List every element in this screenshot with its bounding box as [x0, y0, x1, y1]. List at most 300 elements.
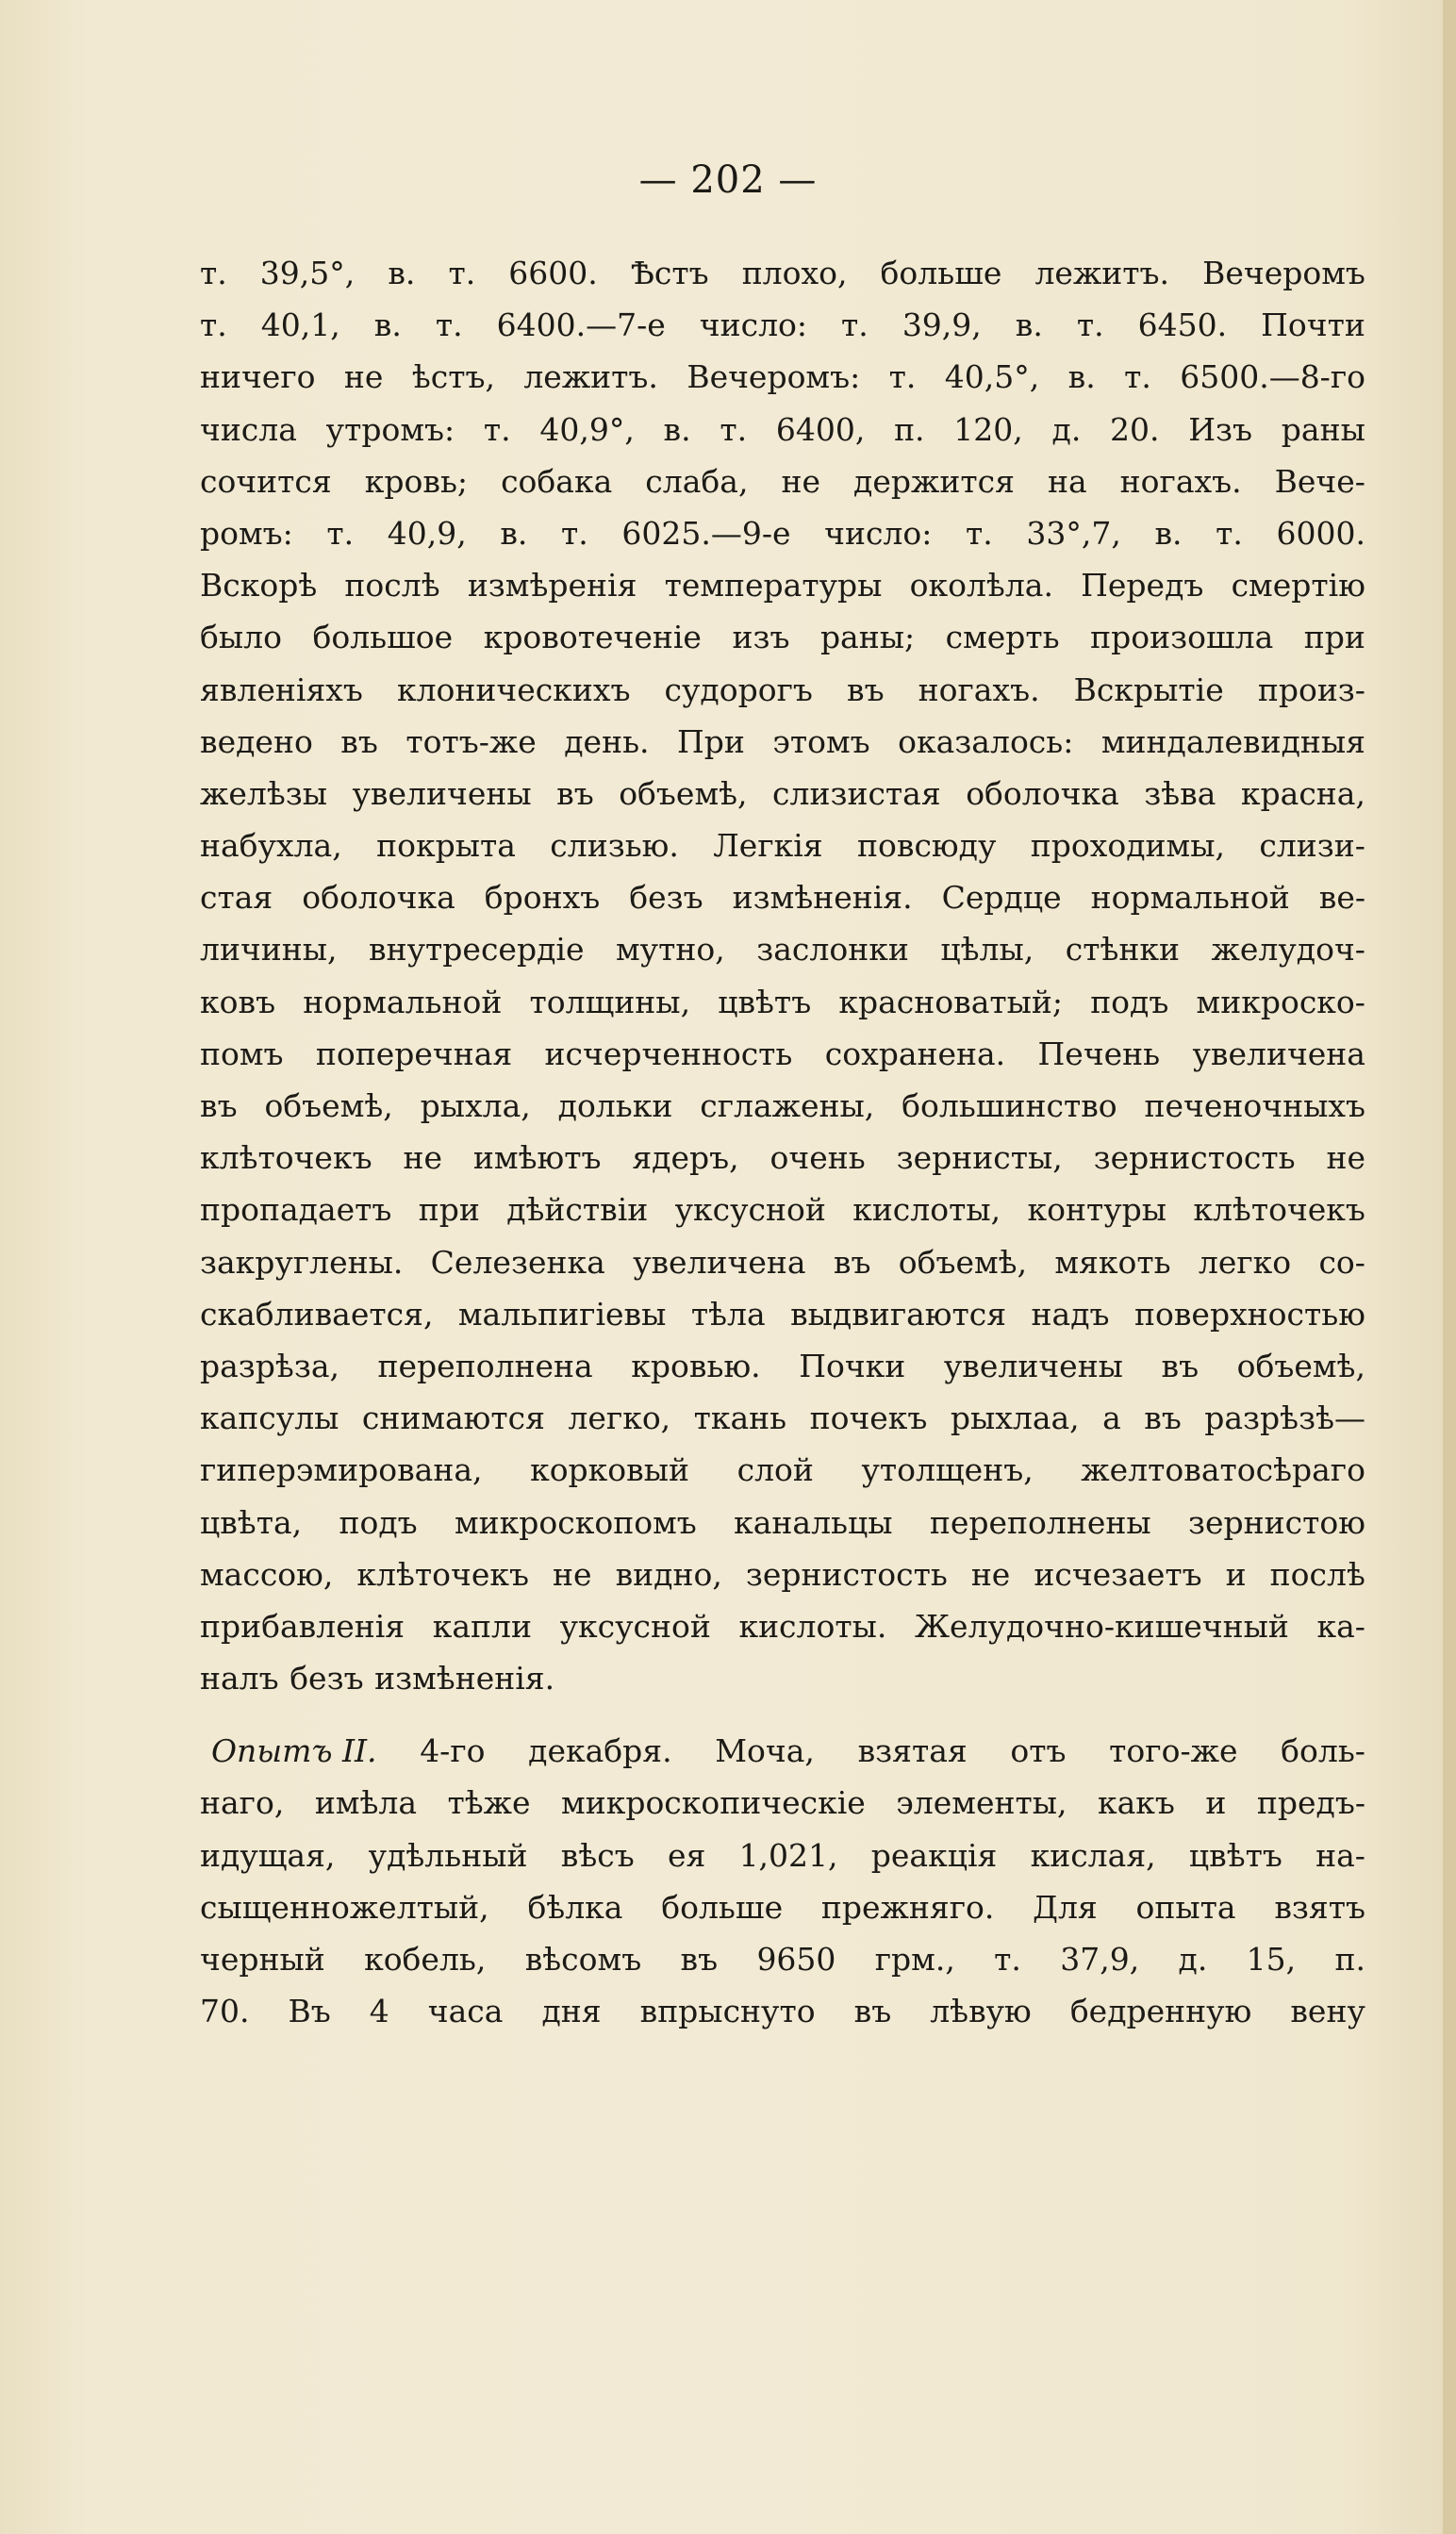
word: плохо, [741, 255, 848, 291]
word: зернистость [1093, 1139, 1296, 1177]
word: большинство [902, 1087, 1117, 1124]
word: Вскорѣ [200, 567, 318, 605]
word: сглажены, [700, 1087, 875, 1124]
word: скабливается, [200, 1295, 434, 1333]
word: измѣненія. [374, 1660, 555, 1698]
word: пропадаетъ [200, 1191, 392, 1229]
word: изъ [732, 619, 790, 656]
text-line [200, 1652, 1365, 1704]
word: т. [888, 358, 917, 396]
word: в. [1154, 514, 1183, 552]
word: т. [966, 514, 993, 552]
word: сыщенножелтый, [200, 1888, 489, 1926]
word: 9650 [756, 1941, 836, 1978]
word: стѣнки [1065, 931, 1180, 969]
word: и [1205, 1784, 1227, 1822]
word: т. [483, 410, 511, 448]
text-line [200, 1777, 1365, 1829]
word: часа [427, 1993, 504, 2030]
word: очень [769, 1139, 866, 1177]
word: Ѣстъ [630, 255, 709, 291]
word: оболочка [302, 879, 455, 917]
word: исчерченность [544, 1035, 793, 1072]
word: п. [1334, 1941, 1365, 1978]
word: микроскопомъ [455, 1503, 697, 1541]
word: боль- [1281, 1732, 1365, 1770]
word: измѣненія. [732, 879, 913, 917]
word: ногахъ. [918, 671, 1040, 708]
word: идущая, [200, 1836, 336, 1874]
word: утромъ: [325, 410, 455, 448]
word: ѣстъ, [411, 358, 495, 396]
word: т. [1124, 358, 1151, 396]
word: 37,9, [1060, 1941, 1140, 1978]
word: ве- [1318, 879, 1365, 917]
text-line [200, 404, 1365, 455]
word: въ [200, 1087, 238, 1124]
word: легко [1198, 1243, 1292, 1281]
word: почекъ [809, 1399, 928, 1437]
word: на- [1315, 1836, 1365, 1874]
word: цвѣтъ [1188, 1836, 1282, 1874]
experiment-heading: Опытъ II. [211, 1732, 377, 1770]
word: бронхъ [484, 879, 601, 917]
text-line [200, 1080, 1365, 1132]
word: число: [824, 514, 933, 552]
word: день. [564, 722, 650, 760]
word: объемѣ, [619, 774, 748, 812]
word: не [553, 1555, 592, 1593]
word: дольки [557, 1087, 673, 1124]
word: кровотеченіе [483, 619, 702, 656]
word: имѣла [314, 1784, 418, 1822]
word: поверхностью [1133, 1295, 1365, 1333]
word: раны [1281, 410, 1365, 448]
word: снимаются [361, 1399, 545, 1437]
word: желтоватосѣраго [1081, 1451, 1365, 1489]
word: печеночныхъ [1144, 1087, 1365, 1124]
word: заслонки [756, 931, 909, 969]
text-line [200, 1444, 1365, 1496]
word: большое [312, 619, 454, 656]
word: подъ [1090, 983, 1169, 1020]
word: въ [1161, 1347, 1200, 1384]
word: 15, [1246, 1941, 1297, 1978]
word: нормальной [303, 983, 503, 1020]
word: произошла [1090, 619, 1274, 656]
word: послѣ [344, 567, 440, 605]
word: на [1047, 462, 1087, 500]
word: 40,1, [260, 306, 340, 344]
word: в. [1015, 306, 1043, 344]
word: клѣточекъ [1193, 1191, 1365, 1229]
text-line [200, 664, 1365, 716]
word: и [1225, 1555, 1247, 1593]
text-line [200, 1600, 1365, 1652]
word: зернистою [1188, 1503, 1365, 1541]
word: утолщенъ, [861, 1451, 1034, 1489]
word: капли [432, 1607, 532, 1645]
word: 70. [200, 1993, 250, 2030]
word: вѣсъ [560, 1836, 635, 1874]
body-text [200, 247, 1365, 2037]
word: черный [200, 1941, 325, 1978]
word: вену [1290, 1993, 1365, 2030]
word: слизью. [550, 827, 679, 865]
word: впрыснуто [639, 1993, 816, 2030]
page-number: — 202 — [638, 158, 818, 202]
word: Вскрытіе [1073, 671, 1224, 708]
word: т. [200, 255, 227, 291]
word: лежитъ. [523, 358, 658, 396]
word: помъ [200, 1035, 284, 1072]
word: явленіяхъ [200, 671, 363, 708]
word: увеличена [1192, 1035, 1365, 1072]
text-line [200, 1132, 1365, 1184]
word: в. [663, 410, 691, 448]
word: послѣ [1269, 1555, 1365, 1593]
word: 6600. [508, 255, 598, 291]
word: Вечеромъ [1202, 255, 1365, 291]
text-line [200, 351, 1365, 403]
word: прибавленія [200, 1607, 405, 1645]
word: число: [699, 306, 808, 344]
word: толщины, [529, 983, 691, 1020]
word: дня [541, 1993, 602, 2030]
text-line [200, 611, 1365, 663]
word: Изъ [1188, 410, 1253, 448]
word: Печень [1037, 1035, 1161, 1072]
word: взятая [857, 1732, 968, 1770]
word: клѣточекъ [356, 1555, 530, 1593]
word: 39,9, [902, 306, 982, 344]
word: бѣлка [527, 1888, 623, 1926]
word: не [781, 462, 821, 500]
word: в. [388, 255, 416, 291]
text-line [200, 976, 1365, 1028]
word: переполнены [929, 1503, 1151, 1541]
word: больше [880, 255, 1002, 291]
text-line [200, 716, 1365, 768]
word: желѣзы [200, 774, 328, 812]
word: ка- [1316, 1607, 1365, 1645]
word: красноватый; [838, 983, 1064, 1020]
word: ромъ: [200, 514, 293, 552]
text-line [200, 1184, 1365, 1235]
word: Въ [288, 1993, 331, 2030]
paragraph-gap [200, 1704, 1365, 1725]
word: мякоть [1054, 1243, 1171, 1281]
word: повсюду [857, 827, 997, 865]
word: закруглены. [200, 1243, 404, 1281]
word: т. [994, 1941, 1021, 1978]
word: клѣточекъ [200, 1139, 372, 1177]
word: смертію [1231, 567, 1365, 605]
word: т. [200, 306, 227, 344]
text-line [200, 1497, 1365, 1549]
word: а [1102, 1399, 1121, 1437]
text-line [200, 1028, 1365, 1080]
word: разрѣзѣ— [1204, 1399, 1365, 1437]
word: декабря. [528, 1732, 672, 1770]
word: 6000. [1276, 514, 1365, 552]
word: объемѣ, [898, 1243, 1028, 1281]
word: Почти [1261, 306, 1365, 344]
word: какъ [1097, 1784, 1175, 1822]
word: собака [501, 462, 613, 500]
word: прежняго. [820, 1888, 995, 1926]
word: Желудочно-кишечный [914, 1607, 1289, 1645]
word: ничего [200, 358, 316, 396]
word: увеличены [352, 774, 532, 812]
word: бедренную [1069, 1993, 1252, 2030]
word: 6450. [1137, 306, 1228, 344]
word: оболочка [966, 774, 1119, 812]
word: температуры [664, 567, 883, 605]
word: оказалось: [898, 722, 1074, 760]
word: видно, [615, 1555, 722, 1593]
word: держится [853, 462, 1015, 500]
word: не [403, 1139, 443, 1177]
word: слой [736, 1451, 814, 1489]
word: 33°,7, [1026, 514, 1121, 552]
word: кровь; [364, 462, 469, 500]
text-line [200, 507, 1365, 559]
word: внутресердіе [369, 931, 585, 969]
word: при [418, 1191, 480, 1229]
word: измѣренія [467, 567, 637, 605]
word: 40,5°, [944, 358, 1040, 396]
word: Моча, [715, 1732, 815, 1770]
word: т. [720, 410, 748, 448]
word: взятъ [1274, 1888, 1365, 1926]
word: дѣйствіи [506, 1191, 649, 1229]
text-line [200, 1725, 1365, 1777]
page-edge [1443, 0, 1456, 2534]
text-line [200, 1340, 1365, 1392]
word: предъ- [1256, 1784, 1365, 1822]
text-line [200, 1881, 1365, 1933]
word: налъ [200, 1660, 279, 1698]
word: кобель, [364, 1941, 487, 1978]
text-line [200, 299, 1365, 351]
word: сочится [200, 462, 332, 500]
word: наго, [200, 1784, 285, 1822]
word: зернистость [745, 1555, 948, 1593]
word: ядеръ, [632, 1139, 739, 1177]
word: 6025.—9-е [621, 514, 791, 552]
text-line [200, 1549, 1365, 1600]
word: цѣлы, [940, 931, 1034, 969]
word: т. [326, 514, 355, 552]
word: в. [500, 514, 528, 552]
word: 6400.—7-е [496, 306, 666, 344]
word: элементы, [896, 1784, 1067, 1822]
word: грм., [874, 1941, 955, 1978]
word: раны; [819, 619, 916, 656]
word: слизистая [772, 774, 941, 812]
word: безъ [290, 1660, 364, 1698]
word: капсулы [200, 1399, 339, 1437]
word: 20. [1110, 410, 1160, 448]
word: миндалевидныя [1100, 722, 1365, 760]
word: было [200, 619, 282, 656]
word: кровью. [631, 1347, 761, 1384]
word: корковый [530, 1451, 690, 1489]
word: Селезенка [430, 1243, 605, 1281]
word: в. [1067, 358, 1096, 396]
word: больше [661, 1888, 784, 1926]
word: объемѣ, [1236, 1347, 1365, 1384]
word: проходимы, [1030, 827, 1225, 865]
word: исчезаетъ [1034, 1555, 1202, 1593]
word: переполнена [377, 1347, 593, 1384]
word: т. [1216, 514, 1243, 552]
word: кислая, [1030, 1836, 1156, 1874]
word: ея [667, 1836, 706, 1874]
text-line [200, 1392, 1365, 1444]
word: 4-го [420, 1732, 486, 1770]
word: ведено [200, 722, 313, 760]
word: Для [1033, 1888, 1098, 1926]
word: набухла, [200, 827, 342, 865]
word: легко, [568, 1399, 671, 1437]
word: 40,9°, [539, 410, 635, 448]
word: клоническихъ [396, 671, 631, 708]
word: разрѣза, [200, 1347, 339, 1384]
word: реакція [870, 1836, 998, 1874]
word: кислоты, [852, 1191, 1001, 1229]
word: удѣльный [368, 1836, 528, 1874]
word: гиперэмирована, [200, 1451, 483, 1489]
word: ногахъ. [1119, 462, 1242, 500]
word: при [1303, 619, 1365, 656]
word: безъ [629, 879, 703, 917]
word: произ- [1257, 671, 1365, 708]
word: слизи- [1259, 827, 1365, 865]
word: ткань [693, 1399, 787, 1437]
word: 40,9, [387, 514, 467, 552]
word: увеличена [633, 1243, 806, 1281]
word: опыта [1135, 1888, 1236, 1926]
word: д. [1051, 410, 1082, 448]
text-line [200, 923, 1365, 975]
word: кислоты. [738, 1607, 887, 1645]
word: не [343, 358, 384, 396]
word: мальпигіевы [457, 1295, 667, 1333]
word: рыхлаа, [950, 1399, 1080, 1437]
word: 39,5°, [259, 255, 356, 291]
word: Вечеромъ: [687, 358, 861, 396]
word: 120, [953, 410, 1023, 448]
word: этомъ [772, 722, 870, 760]
text-line [200, 455, 1365, 507]
word: числа [200, 410, 297, 448]
word: Сердце [941, 879, 1062, 917]
word: микроско- [1196, 983, 1365, 1020]
word: увеличены [943, 1347, 1123, 1384]
word: въ [556, 774, 594, 812]
word: контуры [1027, 1191, 1167, 1229]
word: Почки [799, 1347, 906, 1384]
word: т. [448, 255, 476, 291]
word: цвѣта, [200, 1503, 303, 1541]
word: имѣютъ [472, 1139, 602, 1177]
word: мутно, [616, 931, 725, 969]
word: массою, [200, 1555, 334, 1593]
word: въ [340, 722, 378, 760]
word: выдвигаются [790, 1295, 1007, 1333]
word: въ [846, 671, 885, 708]
word: д. [1178, 1941, 1208, 1978]
word: При [677, 722, 745, 760]
word: лежитъ. [1034, 255, 1170, 291]
text-line [200, 1985, 1365, 2037]
word: 4 [369, 1993, 389, 2030]
text-line [200, 1236, 1365, 1288]
word: 6400, [775, 410, 866, 448]
word: рыхла, [420, 1087, 531, 1124]
text-line [200, 1933, 1365, 1985]
word: въ [833, 1243, 871, 1281]
word: в. [373, 306, 402, 344]
word: тѣже [447, 1784, 531, 1822]
text-line [200, 820, 1365, 871]
word: въ [853, 1993, 892, 2030]
word: зѣва [1144, 774, 1216, 812]
word: не [1326, 1139, 1365, 1177]
text-line [200, 768, 1365, 820]
word: въ [680, 1941, 719, 1978]
word: т. [1076, 306, 1104, 344]
word: надъ [1031, 1295, 1110, 1333]
word: отъ [1010, 1732, 1067, 1770]
word: нормальной [1090, 879, 1290, 917]
text-line [200, 1830, 1365, 1881]
word: тѣла [690, 1295, 766, 1333]
word: уксусной [559, 1607, 711, 1645]
word: слаба, [645, 462, 749, 500]
word: со- [1318, 1243, 1365, 1281]
word: объемѣ, [264, 1087, 393, 1124]
text-line [200, 871, 1365, 923]
word: красна, [1240, 774, 1365, 812]
word: 6500.—8-го [1180, 358, 1365, 396]
word: т. [561, 514, 588, 552]
word: Вече- [1274, 462, 1365, 500]
word: того-же [1109, 1732, 1238, 1770]
word: тотъ-же [405, 722, 537, 760]
word: подъ [339, 1503, 418, 1541]
word: канальцы [734, 1503, 893, 1541]
word: микроскопическіе [561, 1784, 866, 1822]
word: желудоч- [1211, 931, 1365, 969]
word: вѣсомъ [524, 1941, 642, 1978]
word: цвѣтъ [718, 983, 812, 1020]
word: т. [435, 306, 463, 344]
word: смерть [945, 619, 1060, 656]
word: стая [200, 879, 273, 917]
word: лѣвую [930, 1993, 1032, 2030]
text-line [200, 247, 1365, 299]
text-line [200, 1288, 1365, 1340]
word: личины, [200, 931, 338, 969]
word: т. [841, 306, 869, 344]
word: не [970, 1555, 1011, 1593]
word: поперечная [315, 1035, 513, 1072]
word: 1,021, [738, 1836, 838, 1874]
word: ковъ [200, 983, 276, 1020]
